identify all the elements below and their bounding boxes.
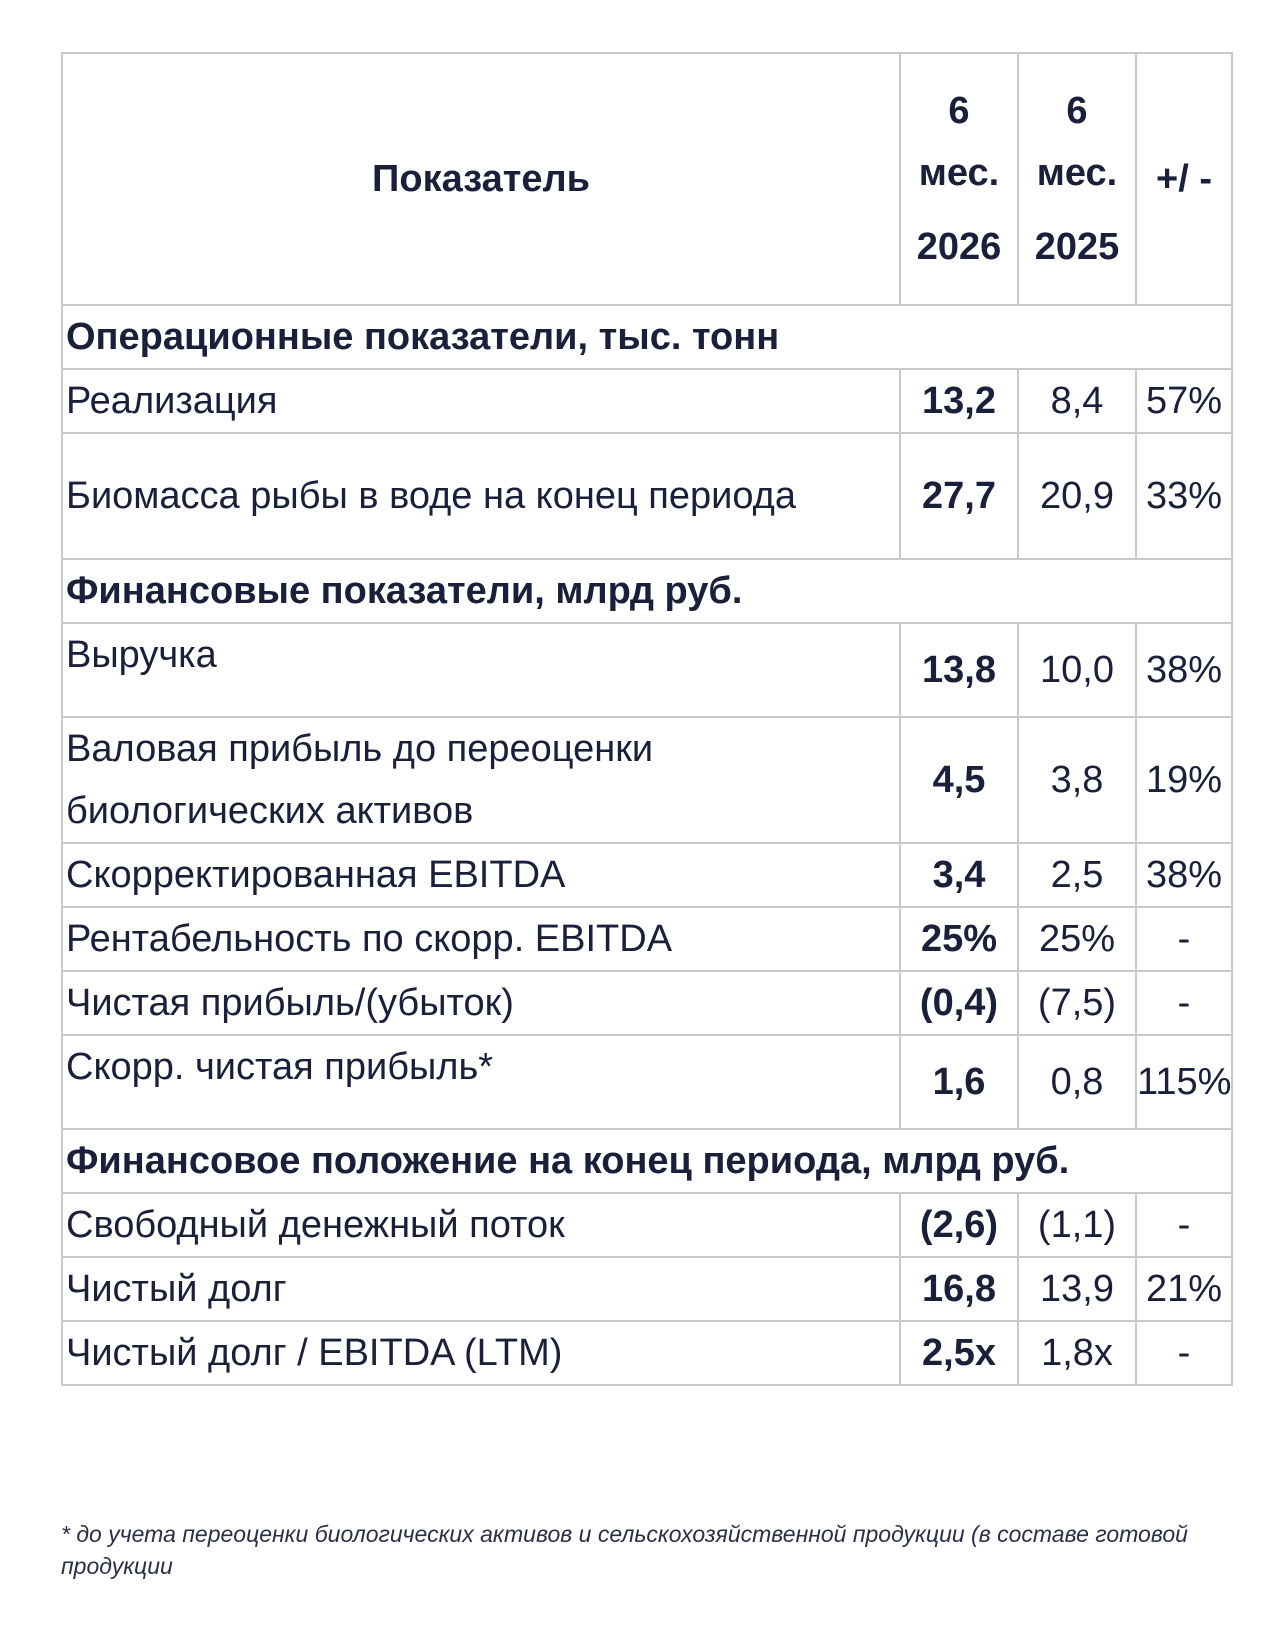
indicators-table-container (61, 52, 1231, 1386)
table-row (62, 717, 1232, 843)
row-label: Реализация (62, 369, 900, 433)
value-change: 19% (1136, 717, 1232, 843)
row-label: Рентабельность по скорр. EBITDA (62, 907, 900, 971)
header-2025-unit: мес. (1036, 152, 1118, 194)
value-change: - (1136, 971, 1232, 1035)
row-label: Валовая прибыль до переоценки биологических активов (62, 717, 900, 843)
header-2026-months: 6 (948, 90, 970, 132)
change-column-header: +/ - (1136, 53, 1232, 305)
table-row (62, 907, 1232, 971)
value-2025: (1,1) (1018, 1193, 1136, 1257)
value-2026: 1,6 (900, 1035, 1018, 1129)
table-header-row (62, 53, 1232, 305)
section-title: Финансовое положение на конец периода, млрд руб. (62, 1129, 1232, 1193)
value-2025: 1,8x (1018, 1321, 1136, 1385)
value-2026: 4,5 (900, 717, 1018, 843)
section-title: Операционные показатели, тыс. тонн (62, 305, 1232, 369)
row-label: Чистый долг (62, 1257, 900, 1321)
value-2025: 3,8 (1018, 717, 1136, 843)
value-2025: (7,5) (1018, 971, 1136, 1035)
row-label: Чистая прибыль/(убыток) (62, 971, 900, 1035)
value-change: - (1136, 1321, 1232, 1385)
value-2026: (2,6) (900, 1193, 1018, 1257)
value-change: - (1136, 907, 1232, 971)
value-change: 57% (1136, 369, 1232, 433)
value-2025: 20,9 (1018, 433, 1136, 559)
row-label: Скорр. чистая прибыль* (62, 1035, 900, 1129)
section-title: Финансовые показатели, млрд руб. (62, 559, 1232, 623)
footnote: * до учета переоценки биологических активов и сельскохозяйственной продукции (в составе готовой продукции (61, 1521, 1188, 1579)
row-label: Биомасса рыбы в воде на конец периода (62, 433, 900, 559)
value-2026: 3,4 (900, 843, 1018, 907)
column-header-2026 (900, 53, 1018, 305)
section-row-operational (62, 305, 1232, 369)
value-2025: 2,5 (1018, 843, 1136, 907)
table-row (62, 971, 1232, 1035)
header-2026-unit: мес. (918, 152, 1000, 194)
row-label: Выручка (62, 623, 900, 717)
value-2026: 2,5x (900, 1321, 1018, 1385)
value-2026: 25% (900, 907, 1018, 971)
value-2026: 13,2 (900, 369, 1018, 433)
value-2026: 27,7 (900, 433, 1018, 559)
header-2026-year: 2026 (916, 226, 1002, 268)
value-2025: 25% (1018, 907, 1136, 971)
table-row (62, 1321, 1232, 1385)
value-change: - (1136, 1193, 1232, 1257)
header-2025-year: 2025 (1034, 226, 1120, 268)
row-label: Скорректированная EBITDA (62, 843, 900, 907)
value-2025: 0,8 (1018, 1035, 1136, 1129)
table-row (62, 1035, 1232, 1129)
value-2026: 16,8 (900, 1257, 1018, 1321)
indicators-table (61, 52, 1233, 1386)
row-label: Чистый долг / EBITDA (LTM) (62, 1321, 900, 1385)
value-2026: (0,4) (900, 971, 1018, 1035)
value-2025: 13,9 (1018, 1257, 1136, 1321)
indicator-column-header: Показатель (62, 53, 900, 305)
value-2025: 10,0 (1018, 623, 1136, 717)
section-row-financial (62, 559, 1232, 623)
value-2025: 8,4 (1018, 369, 1136, 433)
table-row (62, 369, 1232, 433)
value-change: 115% (1136, 1035, 1232, 1129)
section-row-position (62, 1129, 1232, 1193)
value-change: 38% (1136, 843, 1232, 907)
table-row (62, 433, 1232, 559)
table-row (62, 1257, 1232, 1321)
column-header-2025 (1018, 53, 1136, 305)
table-row (62, 623, 1232, 717)
table-row (62, 843, 1232, 907)
value-change: 21% (1136, 1257, 1232, 1321)
value-change: 38% (1136, 623, 1232, 717)
table-row (62, 1193, 1232, 1257)
header-2025-months: 6 (1066, 90, 1088, 132)
row-label: Свободный денежный поток (62, 1193, 900, 1257)
value-2026: 13,8 (900, 623, 1018, 717)
value-change: 33% (1136, 433, 1232, 559)
